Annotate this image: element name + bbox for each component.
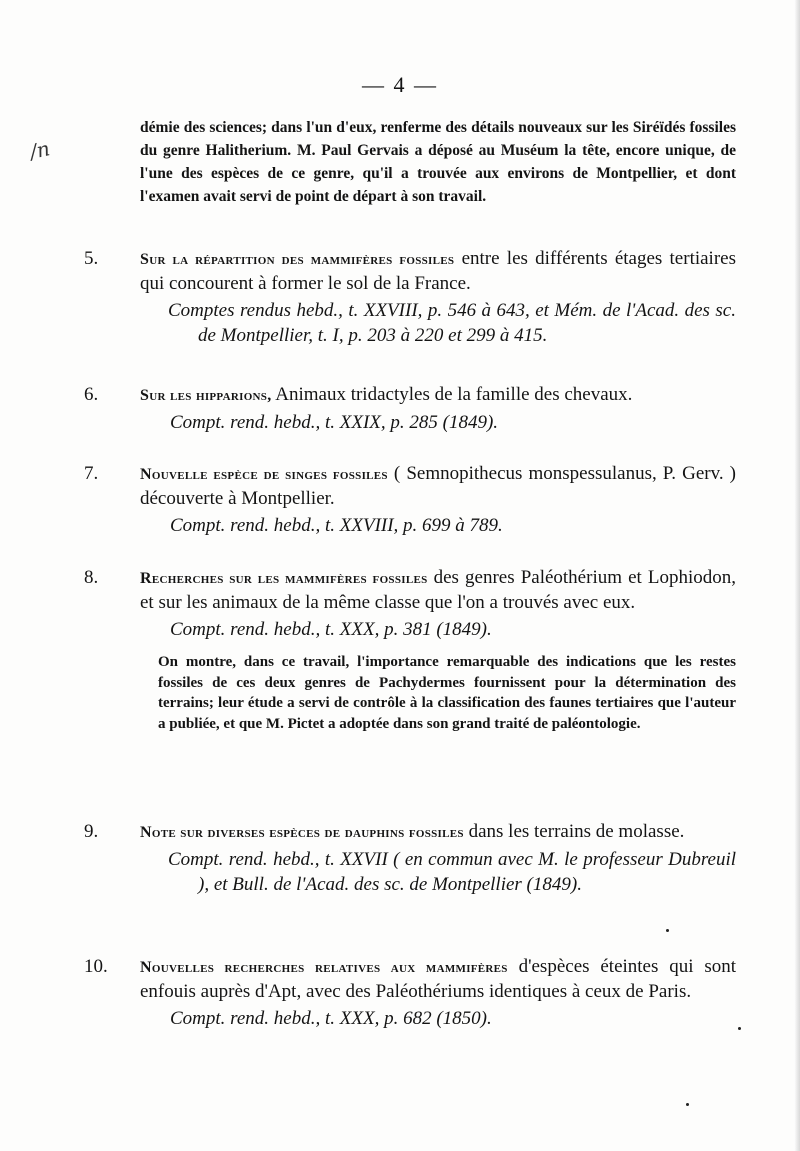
entry-8-number: 8. xyxy=(84,567,99,588)
entry-9-heading xyxy=(84,820,736,845)
entry-8-title-caps: Recherches sur les mammifères fossiles xyxy=(140,570,428,587)
entry-6-title-rest: Animaux tridactyles de la famille des chevaux. xyxy=(275,384,633,405)
entry-8-reference: Compt. rend. hebd., t. XXX, p. 381 (1849). xyxy=(170,619,492,640)
entry-9-title-rest: dans les terrains de molasse. xyxy=(468,821,685,842)
entry-10-title-rest: d'espèces éteintes qui sont enfouis auprès d'Apt, avec des Paléothériums identiques à ceux de Paris. xyxy=(140,956,736,1002)
entry-5 xyxy=(84,247,736,348)
entry-9-number: 9. xyxy=(84,821,99,842)
page-edge-shadow xyxy=(794,0,800,1151)
entry-9 xyxy=(84,820,736,897)
entry-5-number: 5. xyxy=(84,248,99,269)
entry-6-number: 6. xyxy=(84,384,99,405)
entry-6-heading xyxy=(84,383,736,408)
entry-7-reference: Compt. rend. hebd., t. XXVIII, p. 699 à 789. xyxy=(170,515,503,536)
entry-8-heading xyxy=(84,566,737,615)
margin-annotation: /n xyxy=(27,136,52,164)
entry-7 xyxy=(84,462,736,538)
ink-speck xyxy=(666,929,669,932)
entry-6-reference: Compt. rend. hebd., t. XXIX, p. 285 (1849). xyxy=(170,412,499,433)
entry-10-number: 10. xyxy=(84,956,108,977)
entry-6 xyxy=(84,383,736,435)
entry-10-heading xyxy=(84,955,736,1004)
ink-speck xyxy=(686,1103,689,1106)
entry-10-reference: Compt. rend. hebd., t. XXX, p. 682 (1850). xyxy=(170,1008,492,1029)
entry-7-number: 7. xyxy=(84,463,99,484)
entry-7-title-rest: ( Semnopithecus monspessulanus, P. Gerv. ) découverte à Montpellier. xyxy=(140,463,736,509)
entry-9-title-caps: Note sur diverses espèces de dauphins fossiles xyxy=(140,824,464,841)
page-number: — 4 — xyxy=(362,72,438,97)
entry-8 xyxy=(84,566,737,734)
entry-8-title-rest: des genres Paléothérium et Lophiodon, et sur les animaux de la même classe que l'on a trouvés avec eux. xyxy=(140,567,737,613)
intro-paragraph: démie des sciences; dans l'un d'eux, renferme des détails nouveaux sur les Siréïdés fossiles du genre Halitherium. M. Paul Gervais a déposé au Muséum la tête, encore unique, de l'une des espèces de ce genre, qu'il a trouvée aux environs de Montpellier, et dont l'examen avait servi de point de départ à son travail. xyxy=(140,119,736,205)
entry-10 xyxy=(84,955,736,1031)
entry-5-title-rest: entre les différents étages tertiaires qui concourent à former le sol de la France. xyxy=(140,248,736,294)
entry-7-heading xyxy=(84,462,736,511)
entry-7-title-caps: Nouvelle espèce de singes fossiles xyxy=(140,466,388,483)
ink-speck xyxy=(738,1027,741,1030)
entry-5-title-caps: Sur la répartition des mammifères fossiles xyxy=(140,251,455,268)
entry-10-title-caps: Nouvelles recherches relatives aux mammifères xyxy=(140,959,508,976)
entry-5-heading xyxy=(84,247,736,296)
entry-8-note: On montre, dans ce travail, l'importance remarquable des indications que les restes fossiles de ces deux genres de Pachydermes fournissent pour la détermination des terrains; leur étude a servi de contrôle à la classification des faunes tertiaires que l'auteur a publiée, et que M. Pictet a adoptée dans son grand traité de paléontologie. xyxy=(158,654,736,732)
entry-5-reference: Comptes rendus hebd., t. XXVIII, p. 546 à 643, et Mém. de l'Acad. des sc. de Montpellier, t. I, p. 203 à 220 et 299 à 415. xyxy=(168,300,736,346)
entry-6-title-caps: Sur les hipparions, xyxy=(140,387,272,404)
entry-9-reference: Compt. rend. hebd., t. XXVII ( en commun avec M. le professeur Dubreuil ), et Bull. de l'Acad. des sc. de Montpellier (1849). xyxy=(168,849,736,895)
